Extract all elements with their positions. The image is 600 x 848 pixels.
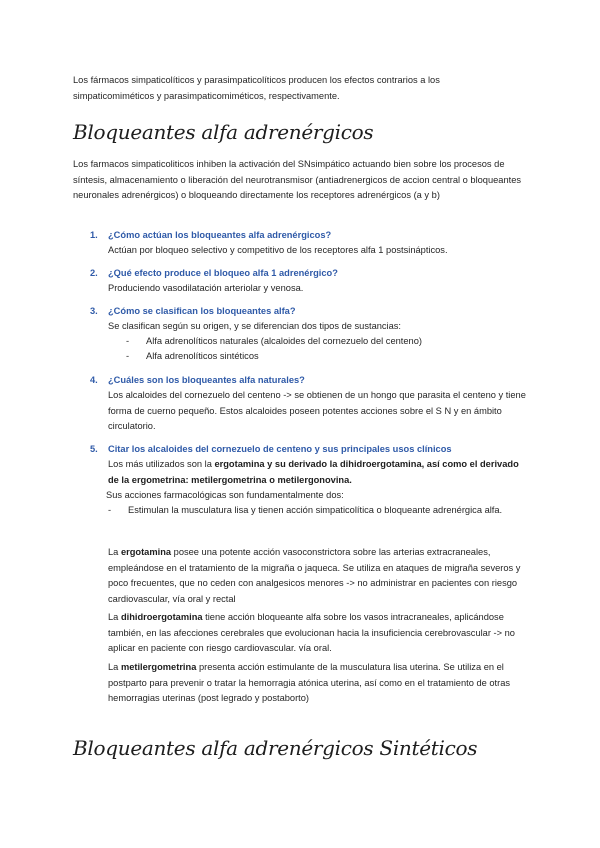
answer-4: Los alcaloides del cornezuelo del centeno -> se obtienen de un hongo que parasita el centeno y tiene forma de cuerno pequeño. Estos alcaloides poseen potentes acciones sobre el S N y en ámbito circulatorio. bbox=[108, 390, 526, 431]
dash: - bbox=[126, 336, 130, 346]
question-number: 1. bbox=[90, 230, 98, 240]
dash: - bbox=[108, 505, 112, 515]
answer-5-prefix: Los más utilizados son la bbox=[108, 459, 215, 469]
question-text: ¿Cómo actúan los bloqueantes alfa adrenérgicos? bbox=[108, 230, 332, 240]
list-item-text: Alfa adrenolíticos naturales (alcaloides del cornezuelo del centeno) bbox=[146, 336, 422, 346]
question-text: Citar los alcaloides del cornezuelo de centeno y sus principales usos clínicos bbox=[108, 444, 452, 454]
paragraph-simpaticoliticos: Los farmacos simpaticoliticos inhiben la activación del SNsimpático actuando bien sobre los procesos de síntesis, almacenamiento o liberación del neurotransmisor (antiadrenergicos de accion central o bloqueantes neuronales adrenérgicos) o bloqueando directamente los receptores adrenérgicos (a y b) bbox=[73, 159, 522, 200]
text: La bbox=[108, 612, 121, 622]
answer-5-bold: ergotamina y su derivado la dihidroergotamina, así como el derivado de la ergometrina: metilergometrina o metilergonovina. bbox=[108, 459, 519, 485]
question-number: 5. bbox=[90, 444, 98, 454]
question-text: ¿Cuáles son los bloqueantes alfa naturales? bbox=[108, 375, 305, 385]
answer-2: Produciendo vasodilatación arteriolar y venosa. bbox=[108, 283, 304, 293]
answer-1: Actúan por bloqueo selectivo y competitivo de los receptores alfa 1 postsinápticos. bbox=[108, 245, 448, 255]
text: presenta acción estimulante de la musculatura lisa uterina. Se utiliza en el postparto para prevenir o tratar la hemorragia atónica uterina, así como en el tratamiento de otras hemorragias uterinas (post legrado y postaborto) bbox=[108, 662, 511, 703]
paragraph-dihidroergotamina bbox=[108, 610, 536, 657]
section-heading: Bloqueantes alfa adrenérgicos Sintéticos bbox=[73, 736, 478, 760]
answer-5-actions: Sus acciones farmacológicas son fundamentalmente dos: bbox=[106, 490, 344, 500]
text: posee una potente acción vasoconstrictora sobre las arterias extracraneales, empleándose en el tratamiento de la migraña o jaqueca. Se utiliza en ataques de migraña severos y poco frecuentes, que no ceden con analgesicos menores -> no administrar en pacientes con riesgo cardiovascular, vía oral y rectal bbox=[108, 547, 521, 604]
paragraph-metilergometrina bbox=[108, 660, 536, 707]
list-item-text: Estimulan la musculatura lisa y tienen acción simpaticolítica o bloqueante adrenérgica alfa. bbox=[128, 505, 503, 515]
bold-term: dihidroergotamina bbox=[120, 612, 203, 622]
intro-paragraph: Los fármacos simpaticolíticos y parasimpaticolíticos producen los efectos contrarios a los simpaticomiméticos y parasimpaticomiméticos, respectivamente. bbox=[73, 75, 440, 101]
answer-3: Se clasifican según su origen, y se diferencian dos tipos de sustancias: bbox=[108, 321, 402, 331]
section-heading: Bloqueantes alfa adrenérgicos bbox=[73, 120, 374, 144]
text: La bbox=[108, 662, 121, 672]
text: La bbox=[108, 547, 121, 557]
question-text: ¿Qué efecto produce el bloqueo alfa 1 adrenérgico? bbox=[108, 268, 338, 278]
question-text: ¿Cómo se clasifican los bloqueantes alfa? bbox=[108, 306, 296, 316]
bold-term: metilergometrina bbox=[120, 662, 197, 672]
question-number: 4. bbox=[90, 375, 98, 385]
list-item-text: Alfa adrenolíticos sintéticos bbox=[146, 351, 259, 361]
text: tiene acción bloqueante alfa sobre los vasos intracraneales, aplicándose también, en las afecciones cerebrales que evolucionan hacia la insuficiencia cerebrovascular -> no aplicar en paciente con riesgo cardiovascular. vía oral. bbox=[108, 612, 515, 653]
question-number: 2. bbox=[90, 268, 98, 278]
answer-5 bbox=[108, 457, 528, 488]
bold-term: ergotamina bbox=[120, 547, 172, 557]
paragraph-ergotamina bbox=[108, 545, 536, 607]
dash: - bbox=[126, 351, 130, 361]
question-number: 3. bbox=[90, 306, 98, 316]
